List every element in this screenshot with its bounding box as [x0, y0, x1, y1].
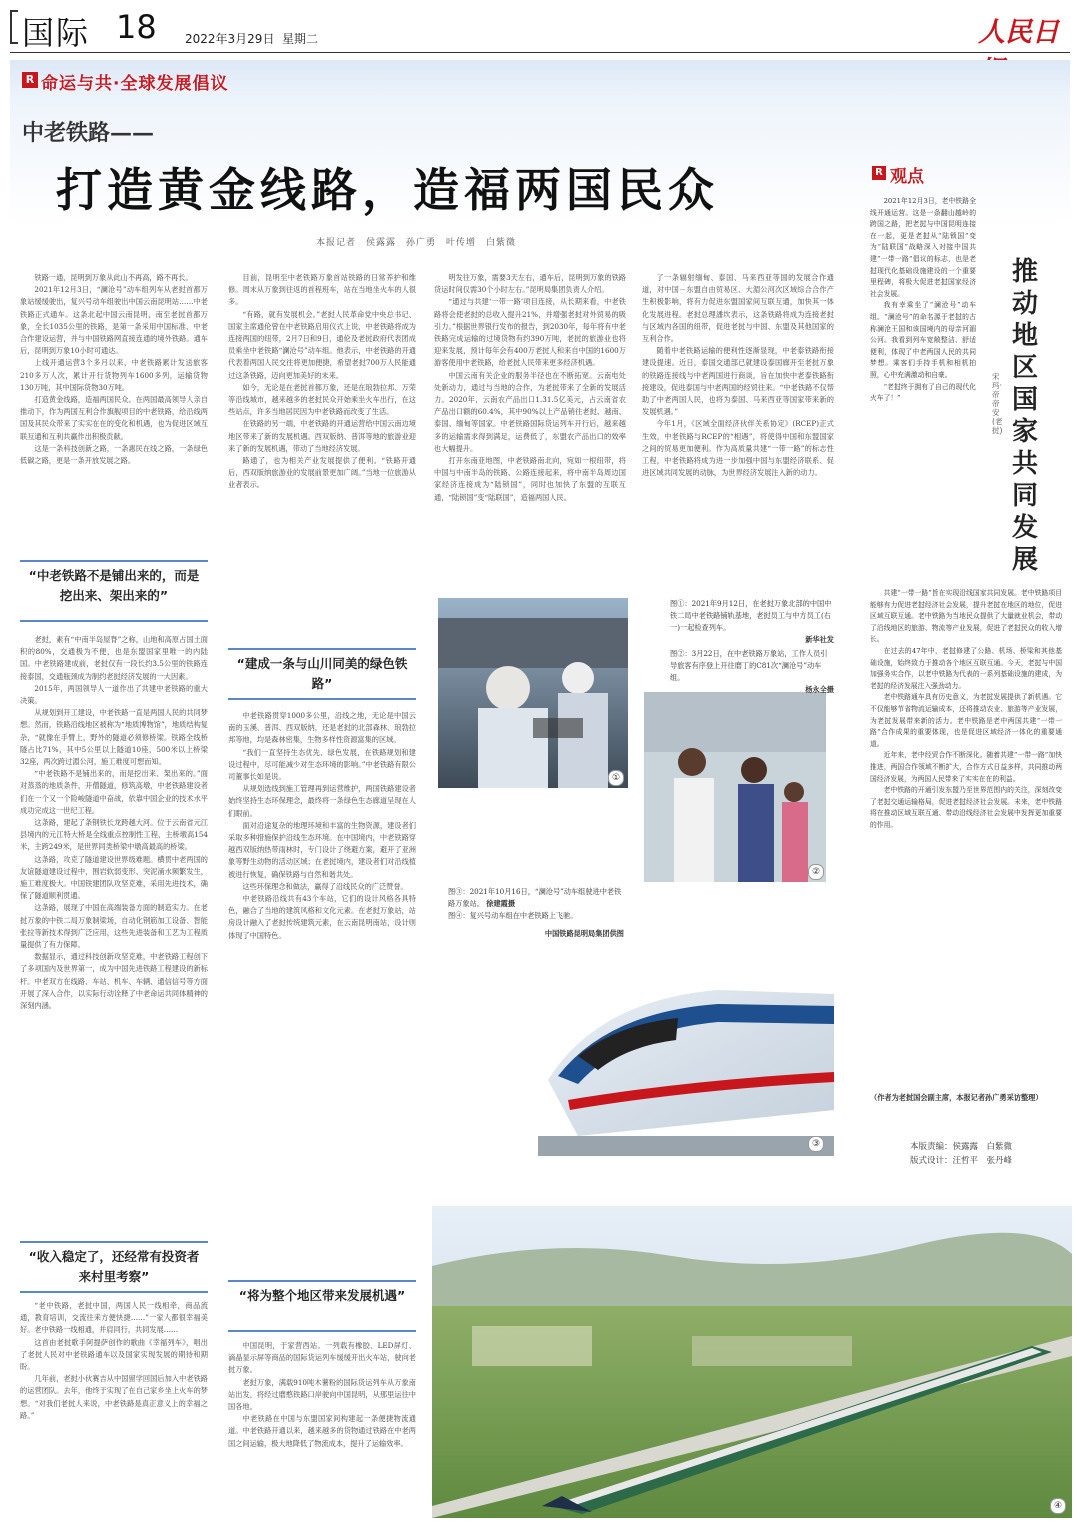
paragraph: 数据显示，通过科技创新攻坚克难，中老铁路工程创下了多项国内及世界第一，成为中国先进铁路工程建设的新标杆。中老双方在线路、车站、机车、车辆、通信信号等方面开展了深入合作，以实际行动诠释了中老命运共同体精神的深刻内涵。	[20, 952, 208, 1011]
photo-credit-3: 徐建霞摄	[486, 899, 516, 908]
paragraph: 这条路，攻克了隧道建设世界级难题。横贯中老两国的友谊隧道建设过程中，围岩软弱变形、突泥涌水频繁发生，施工难度极大。中国铁建团队攻坚克难，采用先进技术，确保了隧道顺利贯通。	[20, 854, 208, 901]
section-name: 国际	[22, 14, 91, 52]
paragraph: 2021年12月3日，“澜沧号”动车组列车从老挝首都万象站缓缓驶出，复兴号动车组驶出中国云南昆明站……中老铁路正式通车。这条北起中国云南昆明，南至老挝首都万象，全长1035公里的铁路，是第一条采用中国标准、中老合作建设运营，并与中国铁路网直接连通的境外铁路。通车后，昆明到万象10小时可通达。	[20, 285, 208, 356]
paragraph: 我有幸乘坐了“澜沧号”动车组。“澜沧号”的命名源于老挝的古称澜沧王国和该国境内的母亲河湄公河。我看到列车宽敞整洁、舒适便利，体现了中老两国人民的共同梦想。乘客们手持手机和相机拍照，心中充满激动和自豪。	[870, 301, 976, 379]
paragraph: “通过与共建‘一带一路’项目连接，从长期来看，中老铁路将会使老挝的总收入提升21%，并增强老挝对外贸易的吸引力。”根据世界银行发布的报告，到2030年，每年将有中老铁路完成运输的过境货物有约390万吨，老挝的旅游业也将迎来发展，预计每年会有400万老挝人和来自中国的1600万游客使用中老铁路，给老挝人民带来更多经济机遇。	[434, 297, 626, 368]
paragraph: 上线开通运营3个多月以来，中老铁路累计发送旅客210多万人次，累计开行货物列车1600多列，运输货物130万吨，其中国际货物30万吨。	[20, 358, 208, 392]
paragraph: 共建“一带一路”旨在实现沿线国家共同发展。老中铁路项目能够有力促进老挝经济社会发展，提升老挝在地区的地位，促进区域互联互通。老中铁路为当地民众提供了大量就业机会，带动了沿线地区的旅游、物流等产业发展，促进了老挝民众的收入增长。	[870, 589, 1062, 644]
article-kicker: 中老铁路——	[22, 120, 155, 146]
photo-caption-3: 图③：2021年10月16日，“澜沧号”动车组驶进中老铁路万象站。 徐建霞摄 图④：复兴号动车组在中老铁路上飞驰。 中国铁路昆明局集团供图	[448, 887, 624, 938]
masthead-logo: 人民日	[978, 17, 1059, 48]
paragraph: 铁路一通，昆明到万象从此山不再高，路不再长。	[34, 273, 193, 282]
sidebar-text	[870, 196, 976, 606]
byline: 本报记者 侯露露 孙广勇 叶传增 白紫微	[316, 238, 517, 248]
paragraph: 这些环保理念和做法，赢得了沿线民众的广泛赞誉。	[242, 881, 408, 891]
sidebar-title: 观点	[890, 167, 924, 187]
paragraph: 面对沿途复杂的地理环境和丰富的生物资源，建设者们采取多种措施保护沿线生态环境。在中国境内，中老铁路穿越西双版纳热带雨林时，专门设计了绕避方案，避开了亚洲象等野生动物的活动区域；在老挝境内，建设者们对沿线植被进行恢复，确保铁路与自然和谐共处。	[228, 820, 416, 879]
sidebar-badge: R	[872, 166, 886, 180]
paragraph: 打造黄金线路，造福两国民众。在两国最高领导人亲自推动下，作为两国互利合作旗舰项目的中老铁路，给沿线两国及其民众带来了实实在在的变化和机遇，也为促进区域互联互通和互利共赢作出积极贡献。	[20, 395, 208, 441]
paragraph: 今年1月，《区域全面经济伙伴关系协定》(RCEP)正式生效，中老铁路与RCEP的“相遇”，将使得中国和东盟国家之间的贸易更加便利。作为高质量共建“一带一路”的标志性工程，中老铁路将成为进一步加强中国与东盟经济联系、促进区域共同发展的动脉，为世界经济发展注入新的动力。	[642, 419, 834, 478]
paragraph: 如今，无论是在老挝首都万象，还是在琅勃拉邦、万荣等沿线城市，越来越多的老挝民众开始乘坐火车出行，在这些站点，许多当地居民因为中老铁路而改变了生活。	[228, 382, 416, 417]
paragraph: 中国云南有关企业的服务半径也在不断拓宽。云南电处处新动力，通过与当地的合作，为老挝带来了全新的发展活力。2020年，云南农产品出口1.31.5亿美元，占云南省农产品出口额的60.4%，其中90%以上产品销往老挝、越南、泰国、缅甸等国家。中老铁路国际货运列车开行后，越来越多的运输需求得到满足，运费低了，东盟农产品出口的效率也大幅提升。	[434, 370, 626, 453]
paragraph: 这首由老挝歌手阿提萨创作的歌曲《幸福列车》，唱出了老挝人民对中老铁路通车以及国家实现发展的期待和期盼。	[20, 1337, 208, 1372]
paragraph: “老挝终于拥有了自己的现代化火车了！”	[870, 382, 976, 403]
page-header	[0, 0, 1080, 54]
paragraph: 老挝，素有“中南半岛屋脊”之称，山地和高原占国土面积的80%，交通极为不便，也是东盟国家里唯一的内陆国。中老铁路建成前，老挝仅有一段长约3.5公里的铁路连接泰国，交通瓶颈成为制约老挝经济发展的一大因素。	[20, 635, 208, 681]
header-bracket	[10, 10, 18, 44]
paragraph: 几年前，老挝小伙赛吉从中国留学回国后加入中老铁路的运营团队。去年，他终于实现了在自己家乡坐上火车的梦想。“对我们老挝人来说，中老铁路是真正意义上的幸福之路。”	[20, 1374, 208, 1420]
paragraph: 从规划到开工建设，中老铁路一直是两国人民的共同梦想。然而，铁路沿线地区被称为“地质博物馆”，地质结构复杂，“就像在手臂上，野外的隧道必须修桥梁。铁路全线桥隧占比71%，其中5公里以上隧道10座，500米以上桥梁32座，两次跨过湄公河，施工难度可想而知。	[20, 708, 208, 767]
photo-caption-1: 图①：2021年9月12日，在老挝万象北部的中国中铁二局中老铁路铺轨基地，老挝员工与中方员工(右一)一起检查列车。 新华社发	[670, 599, 834, 644]
sidebar-vertical-author: 宋玛·帝帝安(老挝)	[992, 372, 1003, 435]
column-1-intro	[20, 272, 208, 552]
photo-label-1: ①	[608, 770, 624, 786]
paragraph: “我们一直坚持生态优先、绿色发展，在铁路规划和建设过程中，尽可能减少对生态环境的影响。”中老铁路有限公司董事长如是说。	[228, 747, 416, 782]
photo-label-4: ④	[1050, 1498, 1066, 1514]
paragraph: 这是一条科技创新之路，一条惠民在线之路，一条绿色低碳之路，更是一条开放发展之路。	[20, 443, 208, 466]
paragraph: “老中铁路，老挝中国，两国人民一线相牵，商品流通，教育培训，交流往来方便快捷……”一家人都很幸福美好。老中铁路一线相通，并肩同行，共同发展……	[20, 1301, 208, 1335]
paragraph: 在过去的47年中，老挝修建了公路、机场、桥梁和其他基础设施，始终致力于推动各个地区互联互通。今天，老挝与中国加强务实合作，以老中铁路为代表的一系列基础设施的建成，为老挝的经济发展注入强劲动力。	[870, 646, 1062, 690]
photo-credit-4: 中国铁路昆明局集团供图	[544, 929, 624, 938]
photo-train-landscape	[432, 1206, 1072, 1518]
banner-badge: R	[22, 72, 38, 88]
paragraph: 老中铁路的开通引发东盟乃至世界范围内的关注，深刻改变了老挝交通运输格局，促进老挝经济社会发展。未来，老中铁路将在推动区域互联互通、带动沿线经济社会发展中发挥更加重要的作用。	[870, 786, 1062, 829]
photo-credit-1: 新华社发	[805, 635, 834, 644]
photo-credit-2: 杨永全摄	[805, 685, 834, 694]
paragraph: “有路，就有发展机会。”老挝人民革命党中央总书记、国家主席通伦曾在中老铁路启用仪式上说，中老铁路将成为连接两国的纽带，2月7日和9日，通伦及老挝政府代表团成员乘坐中老铁路“澜沧号”动车组。他表示，中老铁路的开通代表着两国人民交往将更加便捷，希望老挝700万人民能通过这条铁路，迈向更加美好的未来。	[228, 309, 416, 380]
paragraph: 2015年，两国领导人一道作出了共建中老铁路的重大决策。	[20, 683, 208, 706]
paragraph: 明发往万象，需要3天左右，通车后，昆明到万象的铁路货运时间仅需30个小时左右。”昆明局集团负责人介绍。	[434, 273, 626, 295]
quote-box-4: “将为整个地区带来发展机遇”	[228, 1280, 416, 1332]
column-2-tail	[228, 1340, 416, 1518]
paragraph: 老挝万象，满载910吨木薯粉的国际货运列车从万象南站出发，将经过磨憨铁路口岸驶向中国昆明，从那里运往中国各地。	[228, 1377, 416, 1412]
photo-station-passengers	[644, 692, 826, 882]
header-rule	[10, 52, 1070, 53]
editor-credit: 本版责编：侯露露 白紫微	[910, 1142, 1013, 1152]
sidebar-text-lower	[870, 588, 1062, 1072]
paragraph: 目前，昆明至中老铁路万象首站铁路的日常养护和维修。周末从万象到往返的首程班车，站在当地坐火车的人很多。	[228, 273, 416, 307]
column-4-text	[642, 272, 834, 562]
paragraph: 在铁路的另一端，中老铁路的开通运营给中国云南边境地区带来了新的发展机遇。西双版纳、普洱等地的旅游业迎来了新的发展机遇，带动了当地经济发展。	[228, 419, 416, 453]
quote-box-3: “建成一条与山川同美的绿色铁路”	[228, 648, 416, 700]
paragraph: 2021年12月3日，老中铁路全线开通运营。这是一条翻山越岭的跨国之路，把老挝与中国昆明连接在一起，更是老挝从“陆锁国”变为“陆联国”战略深入对接中国共建“一带一路”倡议的标志，也是老挝现代化基础设施建设的一个重要里程碑，将极大促进老挝国家经济社会发展。	[870, 197, 976, 298]
headline: 打造黄金线路，造福两国民众	[56, 163, 719, 217]
sidebar-note: （作者为老挝国会副主席，本报记者孙广勇采访整理）	[870, 1093, 1043, 1102]
photo-workers-inspecting	[438, 598, 628, 788]
column-2-body	[228, 710, 416, 1270]
issue-weekday: 星期二	[282, 32, 319, 46]
photo-label-2: ②	[808, 864, 824, 880]
sidebar-vertical-title: 推动地区国家共同发展	[1012, 257, 1039, 575]
designer-credit: 版式设计：汪哲平 张丹峰	[910, 1156, 1013, 1166]
column-3-text	[434, 272, 626, 562]
paragraph: 中老铁路贯穿1000多公里，沿线之地，无论是中国云南的玉溪、普洱、西双版纳，还是老挝的北部森林、琅勃拉邦等地，均是森林密集，生物多样性资源富集的区域。	[228, 711, 416, 745]
column-2-intro	[228, 272, 416, 636]
page-number: 18	[116, 8, 157, 46]
paragraph: 这条路，展现了中国在高端装备方面的制造实力。在老挝万象的中铁二局万象制梁场，自动化钢筋加工设备、智能张拉等新技术得到广泛应用，这些先进装备和工艺为工程质量提供了有力保障。	[20, 903, 208, 950]
paragraph: 近年来，老中经贸合作不断深化。随着共建“一带一路”加快推进，两国合作领域不断扩大，合作方式日益多样，共同推动两国经济发展，为两国人民带来了实实在在的利益。	[870, 751, 1062, 783]
paragraph: 中老铁路在中国与东盟国家间构建起一条便捷物流通道。中老铁路开通以来，越来越多的货物通过铁路在中老两国之间运输，极大地降低了物流成本，提升了运输效率。	[228, 1414, 416, 1448]
paragraph: 路通了，也为相关产业发展提供了便利。“铁路开通后，西双版纳旅游业的发展前景更加广阔。”当地一位旅游从业者表示。	[228, 456, 416, 490]
quote-box-1: “中老铁路不是铺出来的，而是挖出来、架出来的”	[20, 560, 208, 622]
paragraph: 中老铁路沿线共有43个车站，它们的设计风格各具特色，融合了当地的建筑风格和文化元素。在老挝万象站，站房设计融入了老挝传统建筑元素，在云南昆明南站，设计则体现了中国特色。	[228, 894, 416, 940]
paragraph: 了一条辐射缅甸、泰国、马来西亚等国的发展合作通道，对中国－东盟自由贸易区、大湄公河次区域综合合作产生积极影响，将有力促进东盟国家间互联互通，加快其一体化发展进程。老挝总理潘坎表示，这条铁路将成为连接老挝与区域内各国的纽带，促进老挝与中国、东盟及其他国家的互利合作。	[642, 273, 834, 344]
paragraph: 打开东南亚地图，中老铁路南北向，宛如一根纽带，将中国与中南半岛的铁路、公路连接起来，将中南半岛周边国家经济连接成为“陆锁国”，同时也加快了东盟的互联互通，“陆锁国”变“陆联国”，造福两国人民。	[434, 456, 626, 502]
photo-label-3: ③	[808, 1136, 824, 1152]
paragraph: 随着中老铁路运输的便利性逐渐显现，中老泰铁路衔接建设提速。近日，泰国交通部已就建设泰国廊开至老挝万象的铁路连接线与中老两国进行商谈，旨在加快中老泰铁路衔接建设，促进泰国与中老两国的经贸往来。“中老铁路不仅帮助了中老两国人民，也将为泰国、马来西亚等国家带来新的发展机遇。”	[642, 346, 834, 417]
quote-box-2: “收入稳定了，还经常有投资者来村里考察”	[20, 1241, 208, 1293]
photo-caption-2: 图②：3月22日，在中老铁路万象站，工作人员引导旅客有序登上开往磨丁的C81次“澜沧号”动车组。 杨永全摄	[670, 649, 834, 694]
issue-date: 2022年3月29日	[185, 32, 275, 46]
paragraph: “中老铁路不是铺出来的，而是挖出来、架出来的。”面对蒸蒸的地质条件，开僧隧道，修筑高墩，中老铁路建设者们在一个又一个险峻隧道中奋战，依靠中国企业的技术水平成功完成这一世纪工程。	[20, 769, 208, 815]
paragraph: 老中铁路通车具有历史意义，为老挝发展提供了新机遇。它不仅能够节省物流运输成本，还将推动农业、旅游等产业发展，为老挝发展带来新的活力。老中铁路是老中两国共建“一带一路”合作成果的重要体现，也是促进区域经济一体化的重要通道。	[870, 693, 1062, 748]
column-1-body	[20, 634, 208, 1232]
column-1-tail	[20, 1300, 208, 1518]
paragraph: 从规划选线到施工管理再到运营维护，两国铁路建设者始终坚持生态环保理念，最终将一条绿色生态廊道呈现在人们眼前。	[228, 784, 416, 818]
banner-title: 命运与共·全球发展倡议	[41, 74, 229, 94]
paragraph: 中国昆明，于家营西站。一列载有橡胶、LED屏灯、滴晶显示屏等商品的国际货运列车缓缓开出火车站，驶向老挝万象。	[228, 1341, 416, 1375]
paragraph: 这条路，建起了条钢铁长龙跨越大河。位于云南省元江县境内的元江特大桥是全线重点控制性工程，主桥墩高154米，主跨249米，是世界同类桥梁中墩高最高的桥梁。	[20, 818, 208, 852]
photo-train-arrival	[538, 960, 834, 1156]
